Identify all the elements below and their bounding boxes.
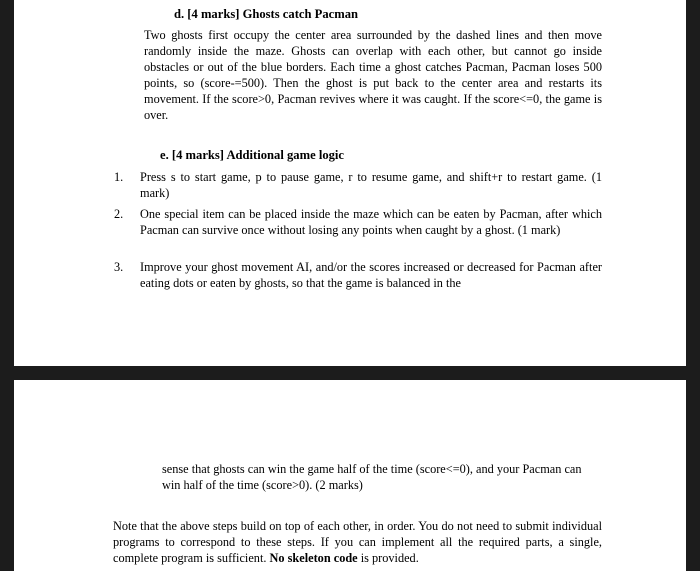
list-number: 1. xyxy=(114,170,124,184)
list-item-2 xyxy=(114,206,602,238)
document-page-top xyxy=(14,0,686,366)
list-item-1 xyxy=(114,169,602,201)
list-item-text: Press s to start game, p to pause game, r to resume game, and shift+r to restart game. (1 mark) xyxy=(140,170,602,200)
closing-note xyxy=(113,518,602,566)
list-item-3-continuation: sense that ghosts can win the game half of the time (score<=0), and your Pacman can win half of the time (score>0). (2 marks) xyxy=(162,462,582,492)
section-d-paragraph: Two ghosts first occupy the center area surrounded by the dashed lines and then move randomly inside the maze. Ghosts can overlap with each other, but cannot go inside obstacles or out of the blue borders. Each time a ghost catches Pacman, Pacman loses 500 points, so (score-=500). Then the ghost is put back to the center area and restarts its movement. If the score>0, Pacman revives where it was caught. If the score<=0, the game is over. xyxy=(144,28,602,122)
note-text: Note that the above steps build on top of each other, in order. You do not need to submit individual programs to correspond to these steps. If you can implement all the required parts, a single, complete program is sufficient. xyxy=(113,519,602,565)
list-number: 2. xyxy=(114,207,124,221)
list-number: 3. xyxy=(114,260,124,274)
list-item-3 xyxy=(114,259,602,291)
document-page-bottom xyxy=(14,380,686,571)
section-d-heading: d. [4 marks] Ghosts catch Pacman xyxy=(174,7,358,21)
section-e-heading: e. [4 marks] Additional game logic xyxy=(160,148,344,162)
list-item-text: One special item can be placed inside the maze which can be eaten by Pacman, after which Pacman can survive once without losing any points when caught by a ghost. (1 mark) xyxy=(140,207,602,237)
note-bold-text: No skeleton code xyxy=(269,551,358,565)
note-text-end: is provided. xyxy=(357,551,419,565)
list-item-text: Improve your ghost movement AI, and/or the scores increased or decreased for Pacman after eating dots or eaten by ghosts, so that the game is balanced in the xyxy=(140,260,602,290)
